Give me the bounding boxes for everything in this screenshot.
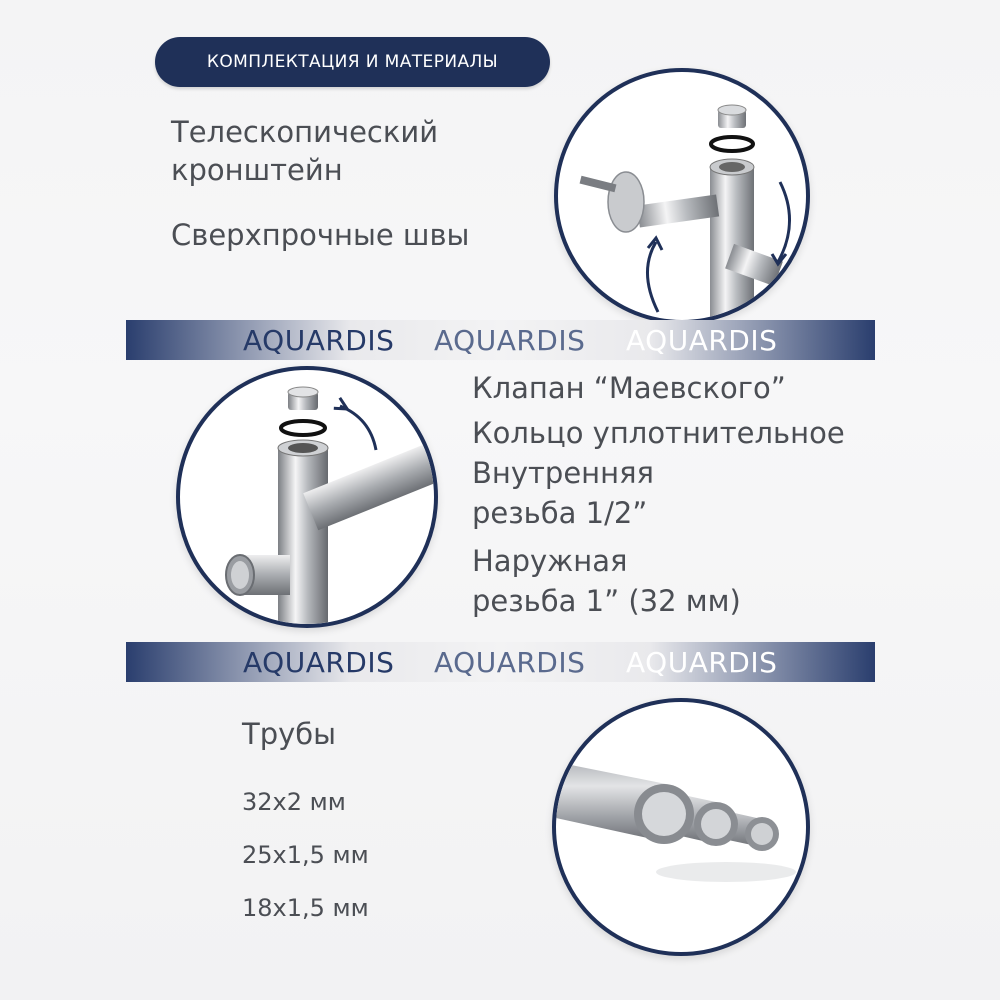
feature-bracket-line1: Телескопический: [171, 115, 439, 149]
inner-thread-line2: резьба 1/2”: [472, 496, 648, 530]
valve-fitting-icon: [180, 370, 434, 624]
brand-label: AQUARDIS: [243, 324, 395, 357]
valve-image: [176, 366, 438, 628]
outer-thread-line2: резьба 1” (32 мм): [472, 584, 741, 618]
inner-thread-line1: Внутренняя: [472, 456, 654, 490]
section-header-badge: [155, 37, 550, 87]
pipes-icon: [556, 702, 806, 952]
ring-line: Кольцо уплотнительное: [472, 416, 845, 450]
brand-label: AQUARDIS: [626, 324, 778, 357]
brand-label: AQUARDIS: [626, 646, 778, 679]
feature-welds: Сверхпрочные швы: [171, 218, 470, 252]
pipe-size: 25х1,5 мм: [242, 841, 369, 869]
outer-thread-line1: Наружная: [472, 544, 628, 578]
pipes-title: Трубы: [242, 717, 337, 751]
pipe-size: 32х2 мм: [242, 788, 346, 816]
brand-label: AQUARDIS: [434, 646, 586, 679]
bracket-assembly-icon: [558, 72, 806, 320]
brand-band-2: [126, 642, 875, 682]
pipes-image: [552, 698, 810, 956]
feature-bracket-line2: кронштейн: [171, 153, 343, 187]
brand-label: AQUARDIS: [243, 646, 395, 679]
header-title: КОМПЛЕКТАЦИЯ И МАТЕРИАЛЫ: [206, 52, 499, 72]
bracket-image: [554, 68, 810, 324]
brand-label: AQUARDIS: [434, 324, 586, 357]
brand-band-1: [126, 320, 875, 360]
pipe-size: 18х1,5 мм: [242, 894, 369, 922]
valve-line: Клапан “Маевского”: [472, 371, 786, 405]
